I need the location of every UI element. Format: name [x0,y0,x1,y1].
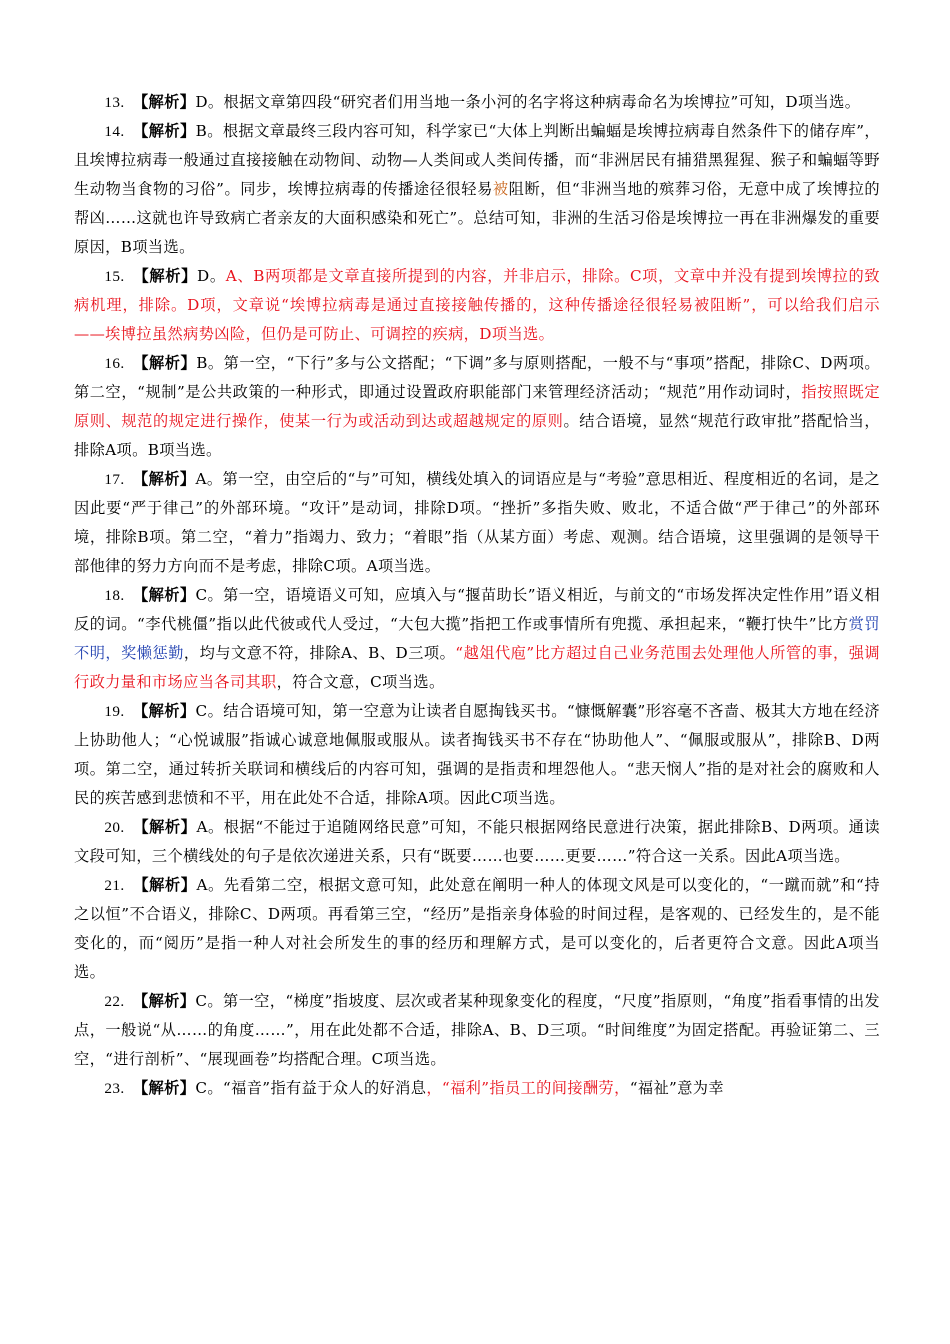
explanation-text: D。根据文章第四段“研究者们用当地一条小河的名字将这种病毒命名为埃博拉”可知，D项当选。 [195,93,861,111]
highlighted-text: “越俎代庖”比方超过自己业务范围去处理他人所管的事，强调行政力量和市场应当各司其职 [74,644,880,691]
analysis-tag: 【解析】 [133,354,197,372]
explanation-text: D。 [197,267,226,285]
explanation-item [74,697,880,813]
highlighted-text: 指按照既定原则、规范的规定进行操作，使某一行为或活动到达或超越规定的原则 [74,383,880,430]
analysis-tag: 【解析】 [133,470,196,488]
question-number: 14. [104,123,134,140]
explanation-text: C。第一空，语境语义可知，应填入与“揠苗助长”语义相近，与前文的“市场发挥决定性作用”语义相反的词。“李代桃僵”指以此代彼或代人受过，“大包大揽”指把工作或事情所有兜揽、承担起来，“鞭打快牛”比方 [74,586,881,633]
explanation-text: C。“福音”指有益于众人的好消息 [195,1079,427,1097]
analysis-tag: 【解析】 [133,702,196,720]
explanation-text: A。根据“不能过于追随网络民意”可知，不能只根据网络民意进行决策，据此排除B、D两项。通读文段可知，三个横线处的句子是依次递进关系，只有“既要……也要……更要……”符合这一关系。因此A项当选。 [74,818,880,865]
explanation-text: B。根据文章最终三段内容可知，科学家已“大体上判断出蝙蝠是埃博拉病毒自然条件下的储存库”，且埃博拉病毒一般通过直接接触在动物间、动物—人类间或人类间传播，而“非洲居民有捕猎黑猩猩、猴子和蝙蝠等野生动物当食物的习俗”。同步，埃博拉病毒的传播途径很轻易 [74,122,881,198]
explanation-text: ，均与文意不符，排除A、B、D三项。 [183,644,456,662]
question-number: 22. [104,993,133,1010]
explanation-text: ，符合文意，C项当选。 [276,673,445,691]
question-number: 19. [104,703,134,720]
explanation-item [74,262,880,349]
question-number: 21. [104,877,134,894]
explanation-text: A。先看第二空，根据文意可知，此处意在阐明一种人的体现文风是可以变化的，“一蹴而就”和“持之以恒”不合语义，排除C、D两项。再看第三空，“经历”是指亲身体验的时间过程，是客观的、已经发生的，是不能变化的，而“阅历”是指一种人对社会所发生的事的经历和理解方式，是可以变化的，后者更符合文意。因此A项当选。 [74,876,881,981]
analysis-tag: 【解析】 [132,1079,196,1097]
explanation-item [74,465,880,581]
explanation-item [74,88,880,117]
analysis-tag: 【解析】 [133,818,197,836]
highlighted-text: A、B两项都是文章直接所提到的内容，并非启示，排除。C项，文章中并没有提到埃博拉的致病机理，排除。D项，文章说“埃博拉病毒是通过直接接触传播的，这种传播途径很轻易被阻断”，可以给我们启示——埃博拉虽然病势凶险，但仍是可防止、可调控的疾病，D项当选。 [74,267,880,343]
question-number: 16. [104,355,134,372]
question-number: 23. [104,1080,133,1097]
answer-explanations [74,88,880,1103]
explanation-item [74,813,880,871]
analysis-tag: 【解析】 [133,586,196,604]
explanation-item [74,117,880,262]
explanation-item [74,349,880,465]
analysis-tag: 【解析】 [132,93,196,111]
question-number: 20. [104,819,134,836]
highlighted-text: ，“福利”指员工的间接酬劳， [426,1079,630,1097]
explanation-text: 。结合语境，显然“规范行政审批”搭配恰当，排除A项。B项当选。 [74,412,880,459]
question-number: 18. [104,587,134,604]
explanation-item [74,581,880,697]
question-number: 15. [104,268,134,285]
question-number: 17. [104,471,134,488]
analysis-tag: 【解析】 [133,876,197,894]
explanation-item [74,871,880,987]
question-number: 13. [104,94,133,111]
analysis-tag: 【解析】 [133,122,196,140]
explanation-text: C。第一空，“梯度”指坡度、层次或者某种现象变化的程度，“尺度”指原则，“角度”指看事情的出发点，一般说“从……的角度……”，用在此处都不合适，排除A、B、D三项。“时间维度”为固定搭配。再验证第二、三空，“进行剖析”、“展现画卷”均搭配合理。C项当选。 [74,992,881,1068]
explanation-text: “福祉”意为幸 [629,1079,724,1097]
explanation-item [74,987,880,1074]
explanation-text: A。第一空，由空后的“与”可知，横线处填入的词语应是与“考验”意思相近、程度相近的名词，是之因此要“严于律己”的外部环境。“攻讦”是动词，排除D项。“挫折”多指失败、败北，不适合做“严于律己”的外部环境，排除B项。第二空，“着力”指竭力、致力；“着眼”指（从某方面）考虑、观测。结合语境，这里强调的是领导干部他律的努力方向而不是考虑，排除C项。A项当选。 [74,470,880,575]
highlighted-text: 赏罚不明，奖懒惩勤 [74,615,880,662]
analysis-tag: 【解析】 [132,992,196,1010]
explanation-item [74,1074,880,1103]
highlighted-text: 被 [492,180,509,198]
explanation-text: C。结合语境可知，第一空意为让读者自愿掏钱买书。“慷慨解囊”形容毫不吝啬、极其大方地在经济上协助他人；“心悦诚服”指诚心诚意地佩服或服从。读者掏钱买书不存在“协助他人”、“佩服或服从”，排除B、D两项。第二空，通过转折关联词和横线后的内容可知，强调的是指责和埋怨他人。“悲天悯人”指的是对社会的腐败和人民的疾苦感到悲愤和不平，用在此处不合适，排除A项。因此C项当选。 [74,702,880,807]
explanation-text: B。第一空，“下行”多与公文搭配；“下调”多与原则搭配，一般不与“事项”搭配，排除C、D两项。第二空，“规制”是公共政策的一种形式，即通过设置政府职能部门来管理经济活动；“规范”用作动词时， [74,354,881,401]
analysis-tag: 【解析】 [133,267,197,285]
explanation-text: 阻断，但“非洲当地的殡葬习俗，无意中成了埃博拉的帮凶……这就也许导致病亡者亲友的大面积感染和死亡”。总结可知，非洲的生活习俗是埃博拉一再在非洲爆发的重要原因，B项当选。 [74,180,880,256]
